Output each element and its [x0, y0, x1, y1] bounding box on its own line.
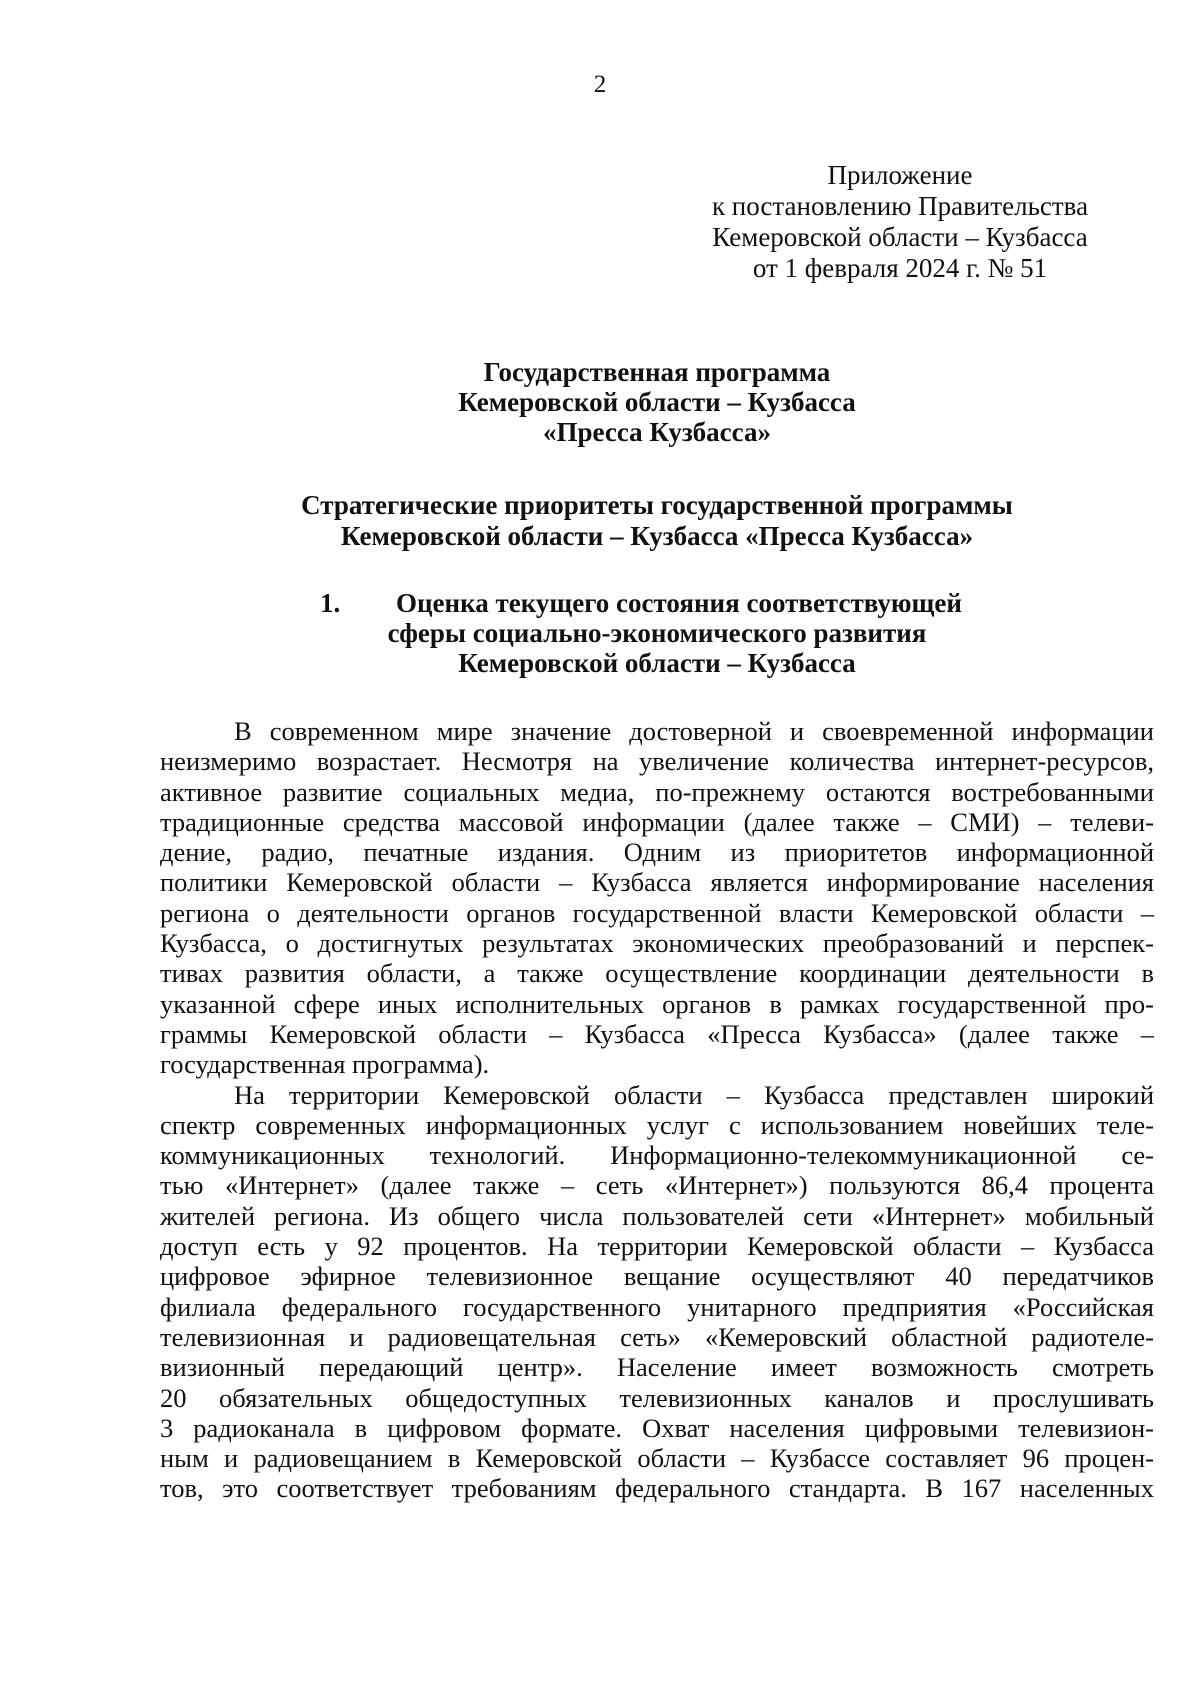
section-1-heading	[160, 588, 1154, 678]
section-heading-line: Кемеровской области – Кузбасса	[458, 648, 856, 678]
text-line: жителей региона. Из общего числа пользователей сети «Интернет» мобильный	[160, 1200, 1154, 1231]
text-line: Кузбасса, о достигнутых результатах экономических преобразований и перспек-	[160, 928, 1154, 959]
text-line: доступ есть у 92 процентов. На территории Кемеровской области – Кузбасса	[160, 1231, 1154, 1262]
text-line: 20 обязательных общедоступных телевизионных каналов и прослушивать	[160, 1382, 1154, 1413]
text-line: региона о деятельности органов государственной власти Кемеровской области –	[160, 897, 1154, 928]
text-line: государственная программа).	[160, 1049, 490, 1080]
document-title	[160, 357, 1154, 447]
text-line: тью «Интернет» (далее также – сеть «Интернет») пользуются 86,4 процента	[160, 1170, 1154, 1201]
text-line: граммы Кемеровской области – Кузбасса «Пресса Кузбасса» (далее также –	[160, 1018, 1154, 1049]
text-line: цифровое эфирное телевизионное вещание осуществляют 40 передатчиков	[160, 1261, 1154, 1292]
appendix-line: от 1 февраля 2024 г. № 51	[752, 253, 1048, 283]
section-heading-line: Оценка текущего состояния соответствующей	[396, 588, 962, 618]
title-line: «Пресса Кузбасса»	[543, 417, 771, 447]
title-line: Государственная программа	[483, 357, 831, 387]
text-line: спектр современных информационных услуг с использованием новейших теле-	[160, 1109, 1154, 1140]
text-line: На территории Кемеровской области – Кузбасса представлен широкий	[234, 1079, 1154, 1110]
paragraph-1	[160, 716, 1154, 1080]
section-number: 1.	[320, 588, 341, 618]
text-line: ным и радиовещанием в Кемеровской области – Кузбассе составляет 96 процен-	[160, 1443, 1154, 1474]
page-number: 2	[593, 71, 607, 98]
paragraph-2	[160, 1080, 1154, 1504]
text-line: неизмеримо возрастает. Несмотря на увеличение количества интернет-ресурсов,	[160, 746, 1154, 777]
text-line: активное развитие социальных медиа, по-прежнему остаются востребованными	[160, 776, 1154, 807]
text-line: В современном мире значение достоверной и своевременной информации	[234, 716, 1154, 746]
text-line: 3 радиоканала в цифровом формате. Охват населения цифровыми телевизион-	[160, 1412, 1154, 1443]
text-line: телевизионная и радиовещательная сеть» «Кемеровский областной радиотеле-	[160, 1321, 1154, 1352]
text-line: визионный передающий центр». Население имеет возможность смотреть	[160, 1352, 1154, 1383]
body-text	[160, 716, 1154, 1504]
text-line: указанной сфере иных исполнительных органов в рамках государственной про-	[160, 988, 1154, 1019]
appendix-line: к постановлению Правительства	[711, 191, 1089, 221]
text-line: традиционные средства массовой информации (далее также – СМИ) – телеви-	[160, 806, 1154, 837]
text-line: тов, это соответствует требованиям федерального стандарта. В 167 населенных	[160, 1473, 1154, 1504]
appendix-block	[700, 160, 1100, 284]
appendix-line: Кемеровской области – Кузбасса	[712, 222, 1088, 252]
text-line: тивах развития области, а также осуществление координации деятельности в	[160, 958, 1154, 989]
text-line: политики Кемеровской области – Кузбасса является информирование населения	[160, 867, 1154, 898]
section-heading-first-line	[160, 588, 1154, 618]
section-heading-line: сферы социально-экономического развития	[387, 618, 927, 648]
text-line: дение, радио, печатные издания. Одним из приоритетов информационной	[160, 837, 1154, 868]
text-line: коммуникационных технологий. Информационно-телекоммуникационной се-	[160, 1140, 1154, 1171]
title-line: Кемеровской области – Кузбасса	[458, 387, 856, 417]
text-line: филиала федерального государственного унитарного предприятия «Российская	[160, 1291, 1154, 1322]
priorities-heading-line: Кемеровской области – Кузбасса «Пресса Кузбасса»	[340, 521, 974, 551]
priorities-heading-line: Стратегические приоритеты государственной программы	[301, 490, 1013, 520]
priorities-heading	[160, 490, 1154, 552]
appendix-line: Приложение	[827, 160, 973, 190]
